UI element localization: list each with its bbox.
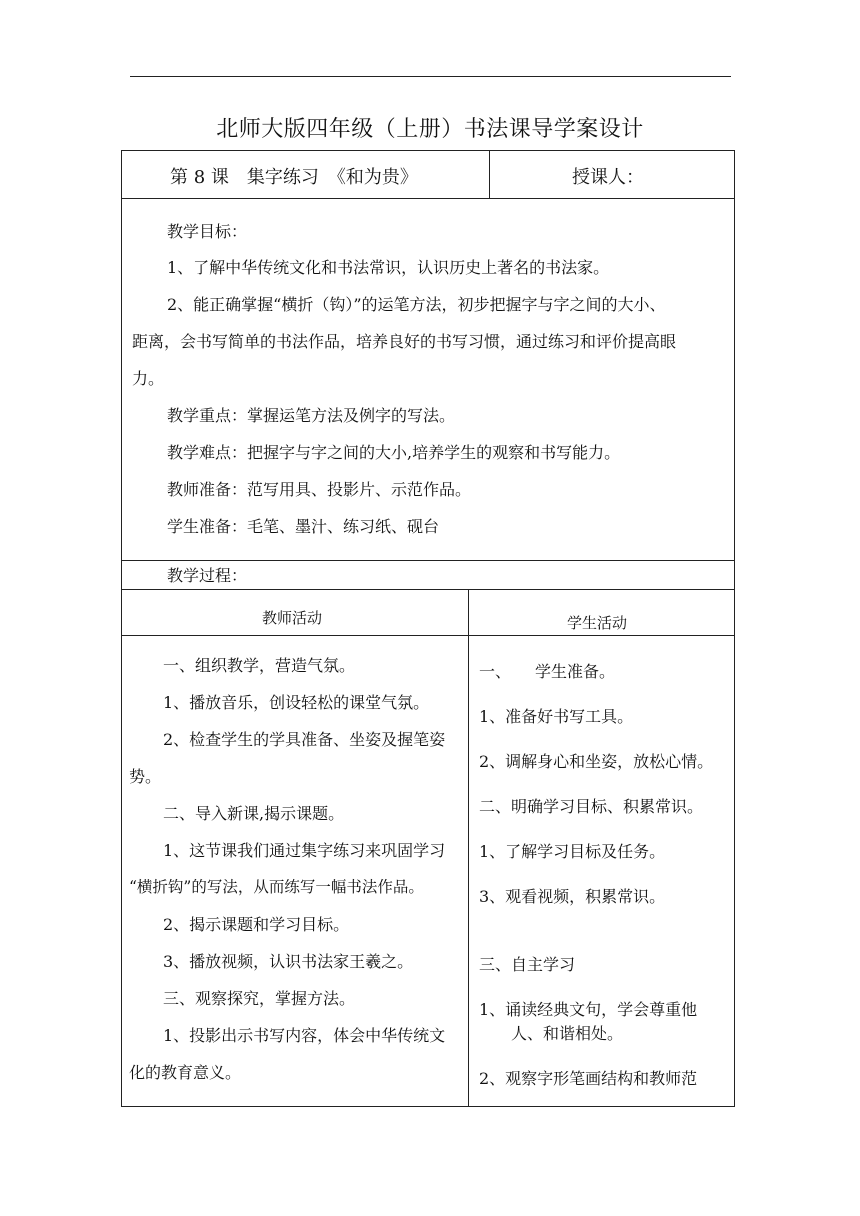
- teacher-activity-line: 2、揭示课题和学习目标。: [163, 915, 350, 934]
- row-divider: [122, 198, 734, 199]
- row-divider: [122, 635, 734, 636]
- teacher-preparation: 教师准备：范写用具、投影片、示范作品。: [167, 480, 472, 499]
- student-activity-line: 一、 学生准备。: [479, 662, 616, 681]
- student-preparation: 学生准备：毛笔、墨汁、练习纸、砚台: [167, 517, 440, 536]
- objective-line: 1、了解中华传统文化和书法常识，认识历史上著名的书法家。: [167, 258, 610, 277]
- row-divider: [122, 560, 734, 561]
- teacher-activity-line: 1、播放音乐，创设轻松的课堂气氛。: [163, 693, 430, 712]
- document-title: 北师大版四年级（上册）书法课导学案设计: [216, 117, 644, 142]
- student-column-header: 学生活动: [567, 614, 628, 632]
- teacher-activity-line: 一、组织教学，营造气氛。: [163, 656, 356, 675]
- teacher-activity-line: 2、检查学生的学具准备、坐姿及握笔姿: [163, 730, 446, 749]
- objective-line: 力。: [132, 369, 165, 388]
- column-divider: [468, 589, 469, 1106]
- lesson-title: 第 8 课 集字练习 《和为贵》: [170, 167, 418, 188]
- objective-line: 距离，会书写简单的书法作品，培养良好的书写习惯，通过练习和评价提高眼: [132, 332, 677, 351]
- key-point: 教学重点：掌握运笔方法及例字的写法。: [167, 406, 456, 425]
- teacher-activity-line: 3、播放视频，认识书法家王羲之。: [163, 952, 414, 971]
- teacher-activity-line: 1、这节课我们通过集字练习来巩固学习: [163, 841, 446, 860]
- student-activity-line: 2、观察字形笔画结构和教师范: [479, 1069, 698, 1088]
- lesson-table: [121, 150, 735, 1107]
- student-activity-line: 三、自主学习: [479, 955, 576, 974]
- header-rule: [130, 76, 731, 77]
- teacher-activity-line: 二、导入新课,揭示课题。: [163, 804, 345, 823]
- student-activity-line: 1、诵读经典文句，学会尊重他: [479, 1000, 698, 1019]
- teacher-label: 授课人：: [572, 167, 644, 188]
- row-divider: [122, 589, 734, 590]
- student-activity-line: 1、了解学习目标及任务。: [479, 842, 666, 861]
- student-activity-line: 二、明确学习目标、积累常识。: [479, 797, 704, 816]
- objectives-heading: 教学目标：: [167, 222, 248, 241]
- student-activity-line: 3、观看视频，积累常识。: [479, 887, 666, 906]
- student-activity-line: 1、准备好书写工具。: [479, 707, 634, 726]
- teacher-activity-line: 1、投影出示书写内容，体会中华传统文: [163, 1026, 446, 1045]
- teacher-activity-line: 势。: [129, 767, 162, 786]
- teacher-activity-line: 化的教育意义。: [129, 1063, 242, 1082]
- objective-line: 2、能正确掌握“横折（钩）”的运笔方法，初步把握字与字之间的大小、: [167, 295, 666, 314]
- column-divider: [489, 151, 490, 198]
- teacher-activity-line: “横折钩”的写法，从而练写一幅书法作品。: [129, 878, 424, 896]
- student-activity-line: 2、调解身心和坐姿，放松心情。: [479, 752, 714, 771]
- student-activity-line: 人、和谐相处。: [479, 1024, 624, 1043]
- difficult-point: 教学难点：把握字与字之间的大小,培养学生的观察和书写能力。: [167, 443, 621, 462]
- process-heading: 教学过程：: [167, 566, 248, 585]
- teacher-column-header: 教师活动: [262, 609, 323, 627]
- teacher-activity-line: 三、观察探究，掌握方法。: [163, 989, 356, 1008]
